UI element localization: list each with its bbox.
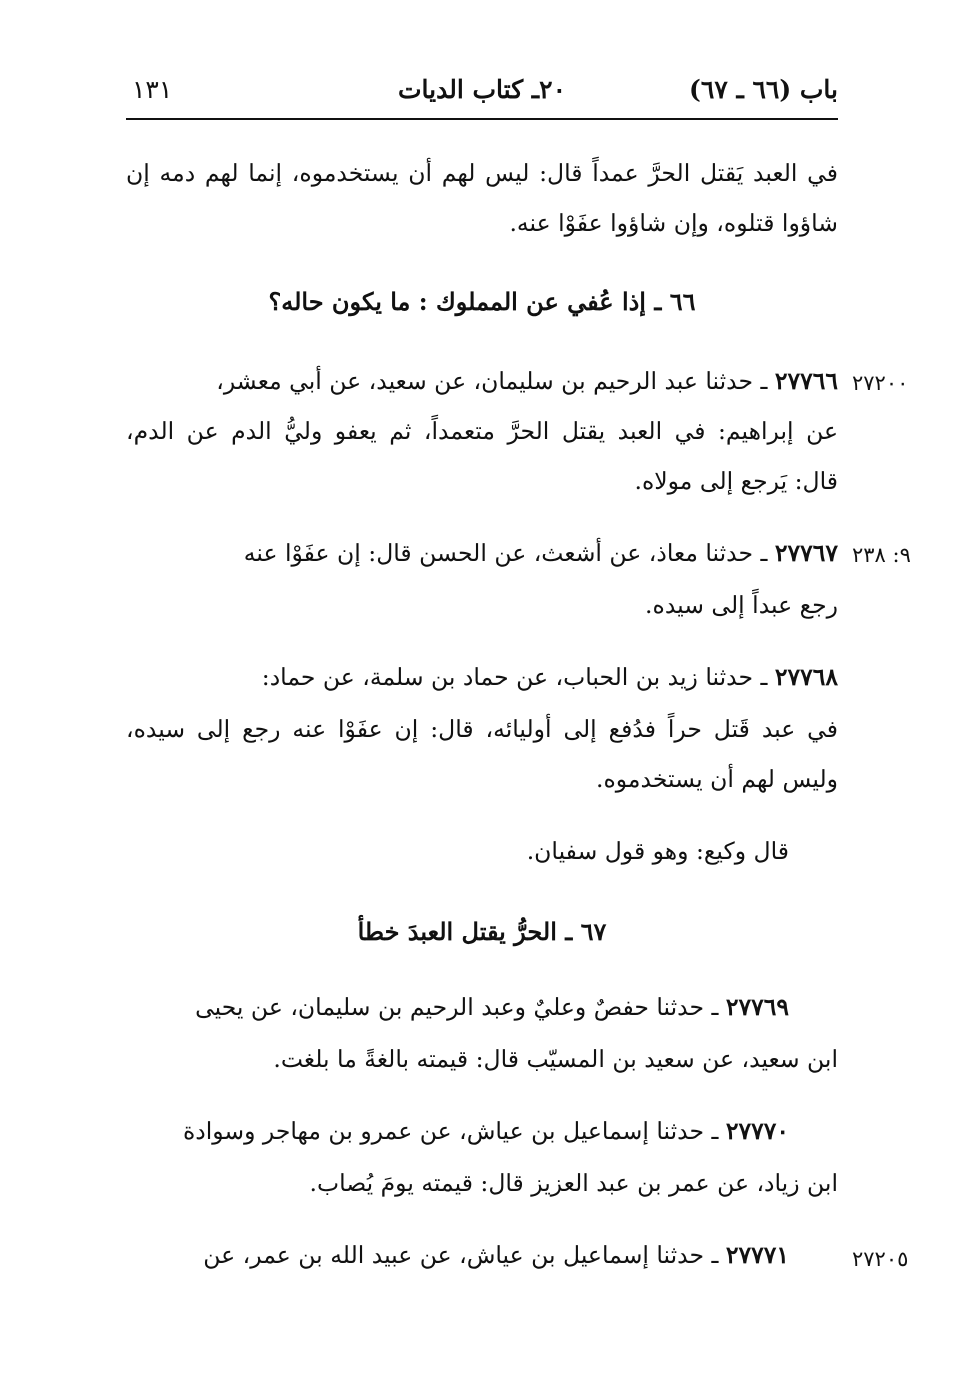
section-66-title: ٦٦ ـ إذا عُفي عن المملوك : ما يكون حاله؟ — [268, 287, 696, 316]
running-header — [126, 68, 838, 108]
hadith-number: ٢٧٧٦٧ — [774, 539, 838, 567]
margin-ref-27205: ٢٧٢٠٥ — [852, 1247, 909, 1271]
hadith-number: ٢٧٧٧١ — [725, 1241, 789, 1269]
margin-ref-9-238: ٩: ٢٣٨ — [852, 543, 911, 567]
hadith-27769-line-1 — [127, 990, 789, 1024]
hadith-text: ـ حدثنا عبد الرحيم بن سليمان، عن سعيد، عن أبي معشر، — [216, 367, 768, 395]
hadith-27771-line-1 — [127, 1238, 789, 1272]
intro-line-2: شاؤوا قتلوه، وإن شاؤوا عفَوْا عنه. — [509, 209, 838, 237]
page-number: ١٣١ — [132, 75, 173, 104]
hadith-27768-line-3: وليس لهم أن يستخدموه. — [596, 765, 838, 793]
hadith-27769-line-2: ابن سعيد، عن سعيد بن المسيّب قال: قيمته بالغةً ما بلغت. — [273, 1045, 838, 1073]
hadith-number: ٢٧٧٦٩ — [725, 993, 789, 1021]
hadith-text: ـ حدثنا زيد بن الحباب، عن حماد بن سلمة، عن حماد: — [261, 663, 768, 691]
hadith-text: ـ حدثنا معاذ، عن أشعث، عن الحسن قال: إن عفَوْا عنه — [243, 539, 768, 567]
section-67-title: ٦٧ ـ الحرُّ يقتل العبدَ خطأ — [357, 917, 607, 946]
book-title: ٢٠ـ كتاب الديات — [398, 75, 566, 104]
hadith-number: ٢٧٧٦٨ — [774, 663, 838, 691]
hadith-27770-line-1 — [127, 1114, 789, 1148]
hadith-27766-line-3: قال: يَرجع إلى مولاه. — [634, 467, 838, 495]
hadith-number: ٢٧٧٦٦ — [774, 367, 838, 395]
hadith-27766-line-1 — [126, 364, 838, 398]
header-rule — [126, 118, 838, 120]
hadith-text: ـ حدثنا حفصٌ وعليٌ وعبد الرحيم بن سليمان، عن يحيى — [195, 993, 719, 1021]
intro-line-1: في العبد يَقتل الحرَّ عمداً قال: ليس لهم أن يستخدموه، إنما لهم دمه إن — [126, 159, 838, 187]
margin-ref-27200: ٢٧٢٠٠ — [852, 371, 909, 395]
hadith-27768-line-1 — [126, 660, 838, 694]
hadith-27767-line-2: رجع عبداً إلى سيده. — [645, 591, 838, 619]
hadith-number: ٢٧٧٧٠ — [725, 1117, 789, 1145]
hadith-text: ـ حدثنا إسماعيل بن عياش، عن عبيد الله بن عمر، عن — [203, 1241, 719, 1269]
waki-note: قال وكيع: وهو قول سفيان. — [526, 837, 789, 865]
hadith-27768-line-2: في عبد قَتل حراً فدُفع إلى أوليائه، قال: إن عفَوْا عنه رجع إلى سيده، — [126, 715, 838, 743]
hadith-27767-line-1 — [126, 536, 838, 570]
hadith-text: ـ حدثنا إسماعيل بن عياش، عن عمرو بن مهاجر وسوادة — [182, 1117, 719, 1145]
hadith-27770-line-2: ابن زياد، عن عمر بن عبد العزيز قال: قيمته يومَ يُصاب. — [309, 1169, 838, 1197]
chapter-range: باب (٦٦ ـ ٦٧) — [689, 75, 838, 104]
hadith-27766-line-2: عن إبراهيم: في العبد يقتل الحرَّ متعمداً، ثم يعفو وليُّ الدم عن الدم، — [126, 417, 838, 445]
